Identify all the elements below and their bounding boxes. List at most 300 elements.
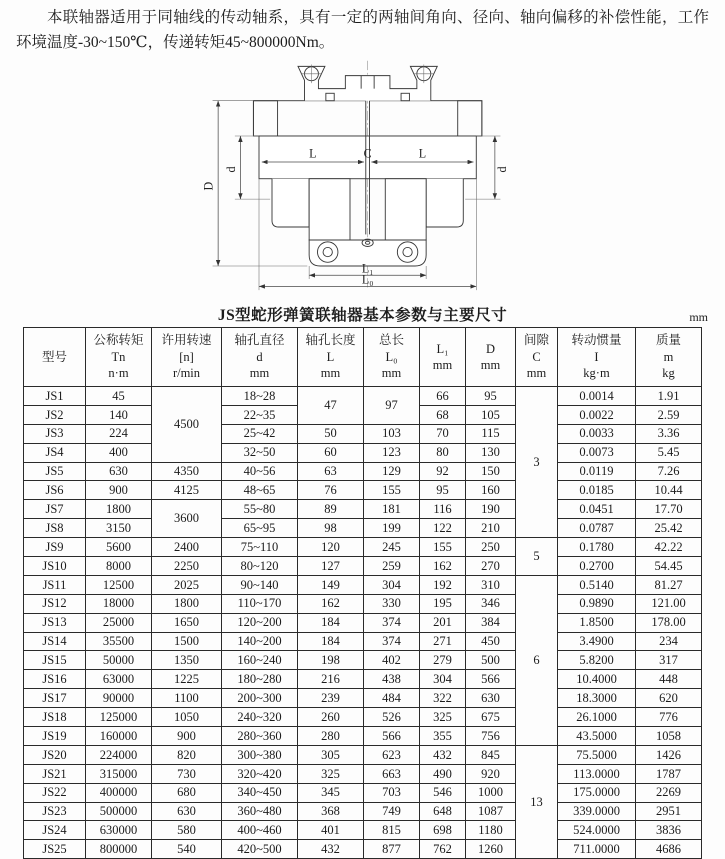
table-cell: 234	[636, 632, 702, 651]
table-cell: 25000	[86, 613, 152, 632]
table-cell: 120~200	[222, 613, 298, 632]
table-cell: 92	[420, 462, 466, 481]
table-row	[24, 783, 702, 802]
table-cell: 160000	[86, 727, 152, 746]
table-cell: JS6	[24, 481, 86, 500]
table-cell: 400	[86, 443, 152, 462]
table-cell: 1787	[636, 764, 702, 783]
table-cell: 0.9890	[558, 594, 636, 613]
table-cell: 1225	[152, 670, 222, 689]
table-cell: 450	[466, 632, 516, 651]
table-cell: 620	[636, 689, 702, 708]
table-cell: 1.91	[636, 387, 702, 406]
table-cell: 3	[516, 387, 558, 538]
table-cell: 200~300	[222, 689, 298, 708]
column-header: 型号	[24, 328, 86, 387]
table-cell: 42.22	[636, 538, 702, 557]
table-cell: 1180	[466, 821, 516, 840]
table-cell: 680	[152, 783, 222, 802]
table-cell: 325	[298, 764, 364, 783]
dim-label-C: C	[363, 146, 372, 161]
table-cell: JS23	[24, 802, 86, 821]
table-cell: 149	[298, 575, 364, 594]
table-row	[24, 443, 702, 462]
table-cell: 190	[466, 500, 516, 519]
table-cell: 116	[420, 500, 466, 519]
table-cell: 160	[466, 481, 516, 500]
table-cell: 490	[420, 764, 466, 783]
table-cell: 384	[466, 613, 516, 632]
table-cell: 280	[298, 727, 364, 746]
table-cell: JS24	[24, 821, 86, 840]
table-cell: 7.26	[636, 462, 702, 481]
table-cell: 1800	[86, 500, 152, 519]
table-cell: 0.0787	[558, 519, 636, 538]
table-cell: 210	[466, 519, 516, 538]
table-cell: 13	[516, 745, 558, 858]
table-cell: 630	[152, 802, 222, 821]
table-cell: 127	[298, 557, 364, 576]
table-cell: 845	[466, 745, 516, 764]
table-cell: 55~80	[222, 500, 298, 519]
table-cell: 1.8500	[558, 613, 636, 632]
table-cell: 224000	[86, 745, 152, 764]
table-cell: 3.36	[636, 424, 702, 443]
table-cell: 698	[420, 821, 466, 840]
coupling-diagram	[14, 58, 711, 297]
table-cell: 8000	[86, 557, 152, 576]
table-cell: 900	[86, 481, 152, 500]
table-cell: 75.5000	[558, 745, 636, 764]
table-cell: JS8	[24, 519, 86, 538]
table-cell: 374	[364, 632, 420, 651]
table-row	[24, 575, 702, 594]
table-cell: 1650	[152, 613, 222, 632]
table-cell: 730	[152, 764, 222, 783]
table-cell: 2250	[152, 557, 222, 576]
table-cell: 340~450	[222, 783, 298, 802]
table-cell: 81.27	[636, 575, 702, 594]
table-cell: 240~320	[222, 708, 298, 727]
column-header: 转动惯量 I kg·m	[558, 328, 636, 387]
table-cell: 5.45	[636, 443, 702, 462]
table-cell: 50	[298, 424, 364, 443]
table-row	[24, 613, 702, 632]
table-row	[24, 594, 702, 613]
table-cell: 675	[466, 708, 516, 727]
table-cell: 304	[364, 575, 420, 594]
table-cell: 5600	[86, 538, 152, 557]
table-cell: 12500	[86, 575, 152, 594]
table-row	[24, 840, 702, 859]
table-cell: 18000	[86, 594, 152, 613]
table-cell: 155	[420, 538, 466, 557]
table-cell: 35500	[86, 632, 152, 651]
table-cell: 2951	[636, 802, 702, 821]
table-cell: 123	[364, 443, 420, 462]
table-cell: 304	[420, 670, 466, 689]
table-cell: 815	[364, 821, 420, 840]
table-cell: 540	[152, 840, 222, 859]
table-cell: 580	[152, 821, 222, 840]
table-row	[24, 708, 702, 727]
table-cell: 175.0000	[558, 783, 636, 802]
table-cell: 10.44	[636, 481, 702, 500]
table-cell: 280~360	[222, 727, 298, 746]
table-cell: 122	[420, 519, 466, 538]
table-row	[24, 764, 702, 783]
table-cell: 162	[298, 594, 364, 613]
table-row	[24, 670, 702, 689]
column-header: D mm	[466, 328, 516, 387]
table-cell: JS25	[24, 840, 86, 859]
table-row	[24, 481, 702, 500]
table-cell: 500	[466, 651, 516, 670]
table-cell: 224	[86, 424, 152, 443]
table-cell: 178.00	[636, 613, 702, 632]
table-row	[24, 821, 702, 840]
table-cell: 76	[298, 481, 364, 500]
parameters-table	[23, 327, 702, 859]
table-cell: 201	[420, 613, 466, 632]
table-cell: 711.0000	[558, 840, 636, 859]
table-cell: 113.0000	[558, 764, 636, 783]
table-row	[24, 387, 702, 406]
table-cell: 749	[364, 802, 420, 821]
table-cell: 920	[466, 764, 516, 783]
coupling-drawing	[184, 58, 542, 292]
column-header: 公称转矩 Tn n·m	[86, 328, 152, 387]
dim-label-d-right: d	[494, 166, 509, 173]
table-cell: 900	[152, 727, 222, 746]
table-cell: 90~140	[222, 575, 298, 594]
table-row	[24, 519, 702, 538]
table-cell: 120	[298, 538, 364, 557]
table-cell: 756	[466, 727, 516, 746]
table-cell: JS9	[24, 538, 86, 557]
table-cell: JS17	[24, 689, 86, 708]
table-cell: 48~65	[222, 481, 298, 500]
table-cell: 89	[298, 500, 364, 519]
table-cell: 155	[364, 481, 420, 500]
table-cell: JS22	[24, 783, 86, 802]
column-header: 质量 m kg	[636, 328, 702, 387]
dim-label-L1: L₁	[361, 261, 373, 276]
table-cell: 400~460	[222, 821, 298, 840]
table-row	[24, 689, 702, 708]
table-cell: 80~120	[222, 557, 298, 576]
table-cell: 400000	[86, 783, 152, 802]
table-cell: 65~95	[222, 519, 298, 538]
table-cell: 50000	[86, 651, 152, 670]
table-cell: 3.4900	[558, 632, 636, 651]
table-cell: 192	[420, 575, 466, 594]
table-cell: 129	[364, 462, 420, 481]
column-header: 总长 L₀ mm	[364, 328, 420, 387]
table-row	[24, 727, 702, 746]
table-cell: 339.0000	[558, 802, 636, 821]
header-row	[24, 328, 702, 387]
table-row	[24, 500, 702, 519]
table-cell: 432	[420, 745, 466, 764]
column-header: 轴孔直径 d mm	[222, 328, 298, 387]
table-cell: 1260	[466, 840, 516, 859]
table-cell: 250	[466, 538, 516, 557]
table-cell: 1426	[636, 745, 702, 764]
table-cell: 130	[466, 443, 516, 462]
table-cell: 0.0451	[558, 500, 636, 519]
column-header: 许用转速 [n] r/min	[152, 328, 222, 387]
table-cell: 180~280	[222, 670, 298, 689]
table-cell: 0.2700	[558, 557, 636, 576]
table-cell: 0.0119	[558, 462, 636, 481]
table-cell: 271	[420, 632, 466, 651]
table-row	[24, 651, 702, 670]
table-cell: 10.4000	[558, 670, 636, 689]
table-cell: JS21	[24, 764, 86, 783]
table-title: JS型蛇形弹簧联轴器基本参数与主要尺寸	[217, 307, 508, 324]
table-cell: 47	[298, 387, 364, 425]
table-cell: 5	[516, 538, 558, 576]
table-cell: 4500	[152, 387, 222, 463]
table-cell: 2269	[636, 783, 702, 802]
table-cell: 374	[364, 613, 420, 632]
table-cell: 75~110	[222, 538, 298, 557]
table-row	[24, 632, 702, 651]
table-cell: 150	[466, 462, 516, 481]
table-cell: JS3	[24, 424, 86, 443]
table-cell: 566	[466, 670, 516, 689]
table-cell: 317	[636, 651, 702, 670]
table-cell: 260	[298, 708, 364, 727]
table-cell: 630	[86, 462, 152, 481]
table-cell: 121.00	[636, 594, 702, 613]
table-cell: 140~200	[222, 632, 298, 651]
table-cell: 762	[420, 840, 466, 859]
table-cell: 18~28	[222, 387, 298, 406]
table-cell: 2400	[152, 538, 222, 557]
table-cell: 877	[364, 840, 420, 859]
table-cell: 40~56	[222, 462, 298, 481]
table-cell: 703	[364, 783, 420, 802]
dim-label-L0: L₀	[361, 272, 373, 287]
column-header: 间隙 C mm	[516, 328, 558, 387]
table-cell: JS12	[24, 594, 86, 613]
table-cell: 4350	[152, 462, 222, 481]
table-cell: JS18	[24, 708, 86, 727]
table-cell: 3600	[152, 500, 222, 538]
dim-label-d-left: d	[223, 166, 238, 173]
table-cell: 199	[364, 519, 420, 538]
table-cell: 800000	[86, 840, 152, 859]
table-cell: JS7	[24, 500, 86, 519]
table-cell: 0.0073	[558, 443, 636, 462]
dim-label-L-right: L	[418, 146, 426, 161]
table-cell: 5.8200	[558, 651, 636, 670]
table-cell: JS19	[24, 727, 86, 746]
table-cell: 45	[86, 387, 152, 406]
table-cell: 315000	[86, 764, 152, 783]
table-cell: 90000	[86, 689, 152, 708]
table-cell: 420~500	[222, 840, 298, 859]
table-cell: 484	[364, 689, 420, 708]
table-cell: 1800	[152, 594, 222, 613]
table-cell: JS14	[24, 632, 86, 651]
table-cell: JS11	[24, 575, 86, 594]
table-row	[24, 462, 702, 481]
table-cell: 402	[364, 651, 420, 670]
dim-label-L-left: L	[308, 146, 317, 161]
table-cell: 160~240	[222, 651, 298, 670]
table-cell: 105	[466, 405, 516, 424]
table-cell: 663	[364, 764, 420, 783]
table-cell: 305	[298, 745, 364, 764]
table-cell: JS15	[24, 651, 86, 670]
table-cell: 1500	[152, 632, 222, 651]
table-cell: 63	[298, 462, 364, 481]
table-body	[24, 387, 702, 859]
table-cell: 6	[516, 575, 558, 745]
table-cell: 1350	[152, 651, 222, 670]
column-header: L₁ mm	[420, 328, 466, 387]
table-cell: 360~480	[222, 802, 298, 821]
table-cell: 401	[298, 821, 364, 840]
dim-label-D: D	[201, 181, 216, 191]
table-cell: JS5	[24, 462, 86, 481]
table-cell: 0.1780	[558, 538, 636, 557]
table-cell: 648	[420, 802, 466, 821]
table-cell: 432	[298, 840, 364, 859]
table-cell: 245	[364, 538, 420, 557]
table-cell: 0.0185	[558, 481, 636, 500]
table-cell: 216	[298, 670, 364, 689]
table-cell: JS13	[24, 613, 86, 632]
table-cell: 2.59	[636, 405, 702, 424]
table-cell: 97	[364, 387, 420, 425]
table-cell: 1100	[152, 689, 222, 708]
table-cell: JS16	[24, 670, 86, 689]
table-cell: 368	[298, 802, 364, 821]
table-cell: 546	[420, 783, 466, 802]
unit-label: mm	[689, 310, 708, 324]
table-cell: 95	[420, 481, 466, 500]
table-cell: 346	[466, 594, 516, 613]
table-cell: 95	[466, 387, 516, 406]
table-cell: 0.0022	[558, 405, 636, 424]
table-cell: 32~50	[222, 443, 298, 462]
table-cell: 320~420	[222, 764, 298, 783]
table-cell: 310	[466, 575, 516, 594]
table-cell: 448	[636, 670, 702, 689]
table-cell: 63000	[86, 670, 152, 689]
table-cell: 68	[420, 405, 466, 424]
table-cell: 184	[298, 632, 364, 651]
table-cell: 500000	[86, 802, 152, 821]
table-cell: 26.1000	[558, 708, 636, 727]
table-cell: 566	[364, 727, 420, 746]
table-cell: 259	[364, 557, 420, 576]
table-cell: 2025	[152, 575, 222, 594]
table-cell: 270	[466, 557, 516, 576]
table-cell: 103	[364, 424, 420, 443]
table-cell: 630	[466, 689, 516, 708]
table-row	[24, 424, 702, 443]
table-cell: 0.0014	[558, 387, 636, 406]
table-cell: 80	[420, 443, 466, 462]
table-cell: 526	[364, 708, 420, 727]
table-cell: JS20	[24, 745, 86, 764]
intro-paragraph: 本联轴器适用于同轴线的传动轴系，具有一定的两轴间角向、径向、轴向偏移的补偿性能，工作环境温度-30~150℃，传递转矩45~800000Nm。	[16, 9, 709, 51]
table-cell: 18.3000	[558, 689, 636, 708]
table-cell: 17.70	[636, 500, 702, 519]
table-row	[24, 802, 702, 821]
table-cell: 0.5140	[558, 575, 636, 594]
table-row	[24, 557, 702, 576]
table-cell: 70	[420, 424, 466, 443]
table-row	[24, 745, 702, 764]
table-cell: JS1	[24, 387, 86, 406]
table-cell: 524.0000	[558, 821, 636, 840]
table-cell: 0.0033	[558, 424, 636, 443]
table-cell: 198	[298, 651, 364, 670]
table-cell: 1050	[152, 708, 222, 727]
table-cell: 1087	[466, 802, 516, 821]
table-cell: JS2	[24, 405, 86, 424]
table-cell: 98	[298, 519, 364, 538]
table-cell: 820	[152, 745, 222, 764]
table-cell: 25~42	[222, 424, 298, 443]
table-cell: 438	[364, 670, 420, 689]
table-cell: 630000	[86, 821, 152, 840]
table-cell: 110~170	[222, 594, 298, 613]
table-cell: 43.5000	[558, 727, 636, 746]
table-cell: 239	[298, 689, 364, 708]
table-cell: 22~35	[222, 405, 298, 424]
table-cell: 300~380	[222, 745, 298, 764]
table-cell: 325	[420, 708, 466, 727]
table-cell: 355	[420, 727, 466, 746]
table-cell: 3836	[636, 821, 702, 840]
table-cell: 195	[420, 594, 466, 613]
table-title-row	[14, 303, 711, 324]
table-cell: 60	[298, 443, 364, 462]
table-cell: 66	[420, 387, 466, 406]
table-cell: 1058	[636, 727, 702, 746]
table-cell: 125000	[86, 708, 152, 727]
table-cell: 3150	[86, 519, 152, 538]
table-cell: 184	[298, 613, 364, 632]
table-cell: 345	[298, 783, 364, 802]
table-cell: 4686	[636, 840, 702, 859]
table-cell: 181	[364, 500, 420, 519]
table-cell: JS4	[24, 443, 86, 462]
table-row	[24, 538, 702, 557]
table-cell: JS10	[24, 557, 86, 576]
table-cell: 115	[466, 424, 516, 443]
table-cell: 1000	[466, 783, 516, 802]
column-header: 轴孔长度 L mm	[298, 328, 364, 387]
table-cell: 162	[420, 557, 466, 576]
table-cell: 776	[636, 708, 702, 727]
table-cell: 4125	[152, 481, 222, 500]
table-cell: 623	[364, 745, 420, 764]
table-cell: 25.42	[636, 519, 702, 538]
table-cell: 140	[86, 405, 152, 424]
table-cell: 54.45	[636, 557, 702, 576]
table-cell: 330	[364, 594, 420, 613]
table-cell: 322	[420, 689, 466, 708]
table-cell: 279	[420, 651, 466, 670]
